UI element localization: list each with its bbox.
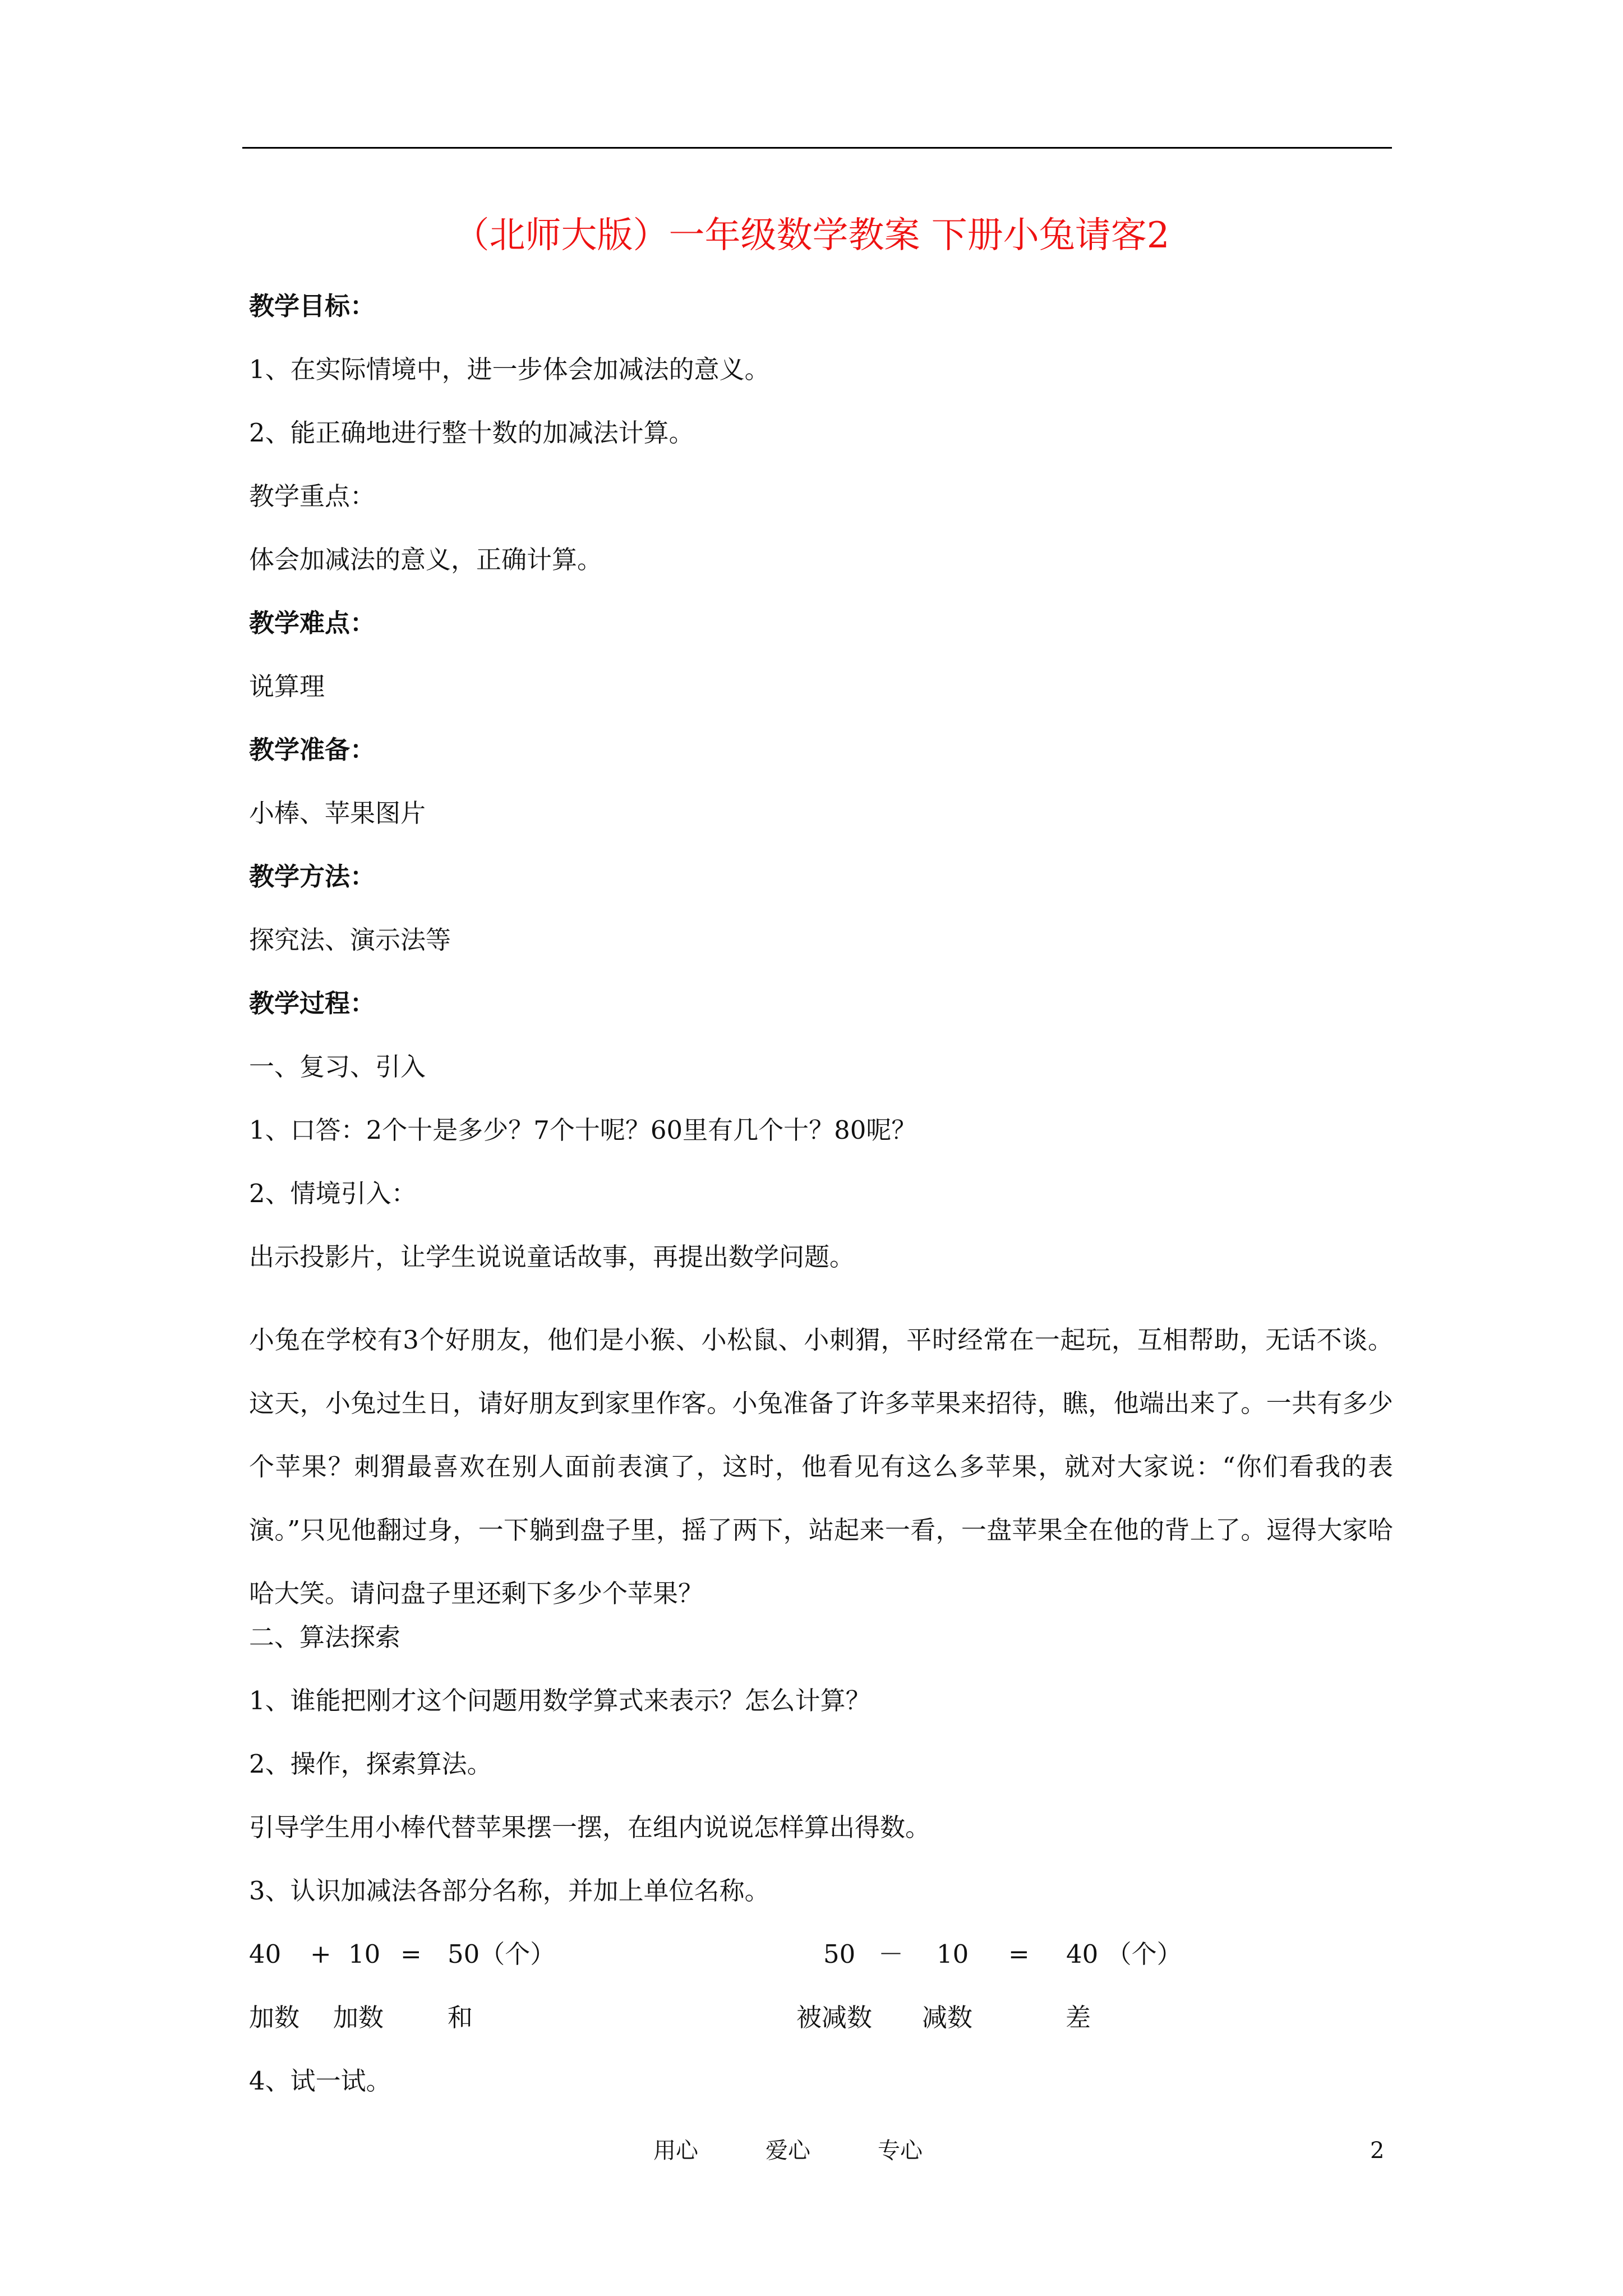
difference-value: 40 （个）: [1066, 1939, 1182, 1969]
heading-preparation: 教学准备：: [249, 735, 376, 765]
section-review: 一、复习、引入: [249, 1052, 426, 1082]
subtrahend: 10: [937, 1939, 969, 1969]
document-title: （北师大版）一年级数学教案 下册小兔请客2: [453, 215, 1170, 256]
review-intro-text: 出示投影片，让学生说说童话故事，再提出数学问题。: [249, 1242, 855, 1272]
page-number: 2: [1370, 2138, 1385, 2164]
label-difference: 差: [1066, 2003, 1091, 2032]
minus-sign: －: [878, 1939, 904, 1969]
equals-sign-add: =: [400, 1939, 422, 1969]
plus-sign: +: [310, 1939, 331, 1969]
addend-1: 40: [249, 1939, 282, 1969]
minuend: 50: [823, 1939, 856, 1969]
label-sum: 和: [448, 2003, 473, 2032]
heading-difficulties: 教学难点：: [249, 608, 376, 638]
algorithm-item-1: 1、谁能把刚才这个问题用数学算式来表示？怎么计算？: [249, 1686, 871, 1715]
heading-methods: 教学方法：: [249, 862, 376, 891]
algorithm-item-3: 3、认识加减法各部分名称，并加上单位名称。: [249, 1876, 770, 1906]
story-paragraph: 小兔在学校有3个好朋友，他们是小猴、小松鼠、小刺猬，平时经常在一起玩，互相帮助，无话不谈。这天，小兔过生日，请好朋友到家里作客。小兔准备了许多苹果来招待，瞧，他端出来了。一共有多少个苹果？刺猬最喜欢在别人面前表演了，这时，他看见有这么多苹果，就对大家说：“你们看我的表演。”只见他翻过身，一下躺到盘子里，摇了两下，站起来一看，一盘苹果全在他的背上了。逗得大家哈哈大笑。请问盘子里还剩下多少个苹果？: [249, 1325, 1393, 1608]
footer-motto-1: 用心: [653, 2138, 698, 2164]
label-addend-2: 加数: [333, 2003, 384, 2032]
section-algorithm: 二、算法探索: [249, 1622, 401, 1652]
objective-2: 2、能正确地进行整十数的加减法计算。: [249, 418, 694, 448]
label-subtrahend: 减数: [922, 2003, 973, 2032]
heading-key-points: 教学重点：: [249, 481, 376, 511]
equals-sign-sub: =: [1008, 1939, 1030, 1969]
algorithm-item-4: 4、试一试。: [249, 2066, 391, 2096]
heading-objectives: 教学目标：: [249, 291, 376, 321]
algorithm-guidance: 引导学生用小棒代替苹果摆一摆，在组内说说怎样算出得数。: [249, 1812, 931, 1842]
key-points-text: 体会加减法的意义，正确计算。: [249, 545, 603, 574]
footer-motto-2: 爱心: [766, 2138, 810, 2164]
review-item-2: 2、情境引入：: [249, 1179, 417, 1208]
label-minuend: 被减数: [796, 2003, 873, 2032]
addend-2: 10: [348, 1939, 381, 1969]
header-rule: [242, 147, 1392, 149]
objective-1: 1、在实际情境中，进一步体会加减法的意义。: [249, 355, 770, 384]
review-item-1: 1、口答：2个十是多少？7个十呢？60里有几个十？80呢？: [249, 1115, 917, 1145]
methods-text: 探究法、演示法等: [249, 925, 451, 955]
difficulties-text: 说算理: [249, 671, 325, 701]
heading-process: 教学过程：: [249, 988, 376, 1018]
sum-value: 50（个）: [448, 1939, 556, 1969]
algorithm-item-2: 2、操作，探索算法。: [249, 1749, 492, 1779]
label-addend-1: 加数: [249, 2003, 300, 2032]
footer-motto-3: 专心: [878, 2138, 923, 2164]
preparation-text: 小棒、苹果图片: [249, 798, 426, 828]
